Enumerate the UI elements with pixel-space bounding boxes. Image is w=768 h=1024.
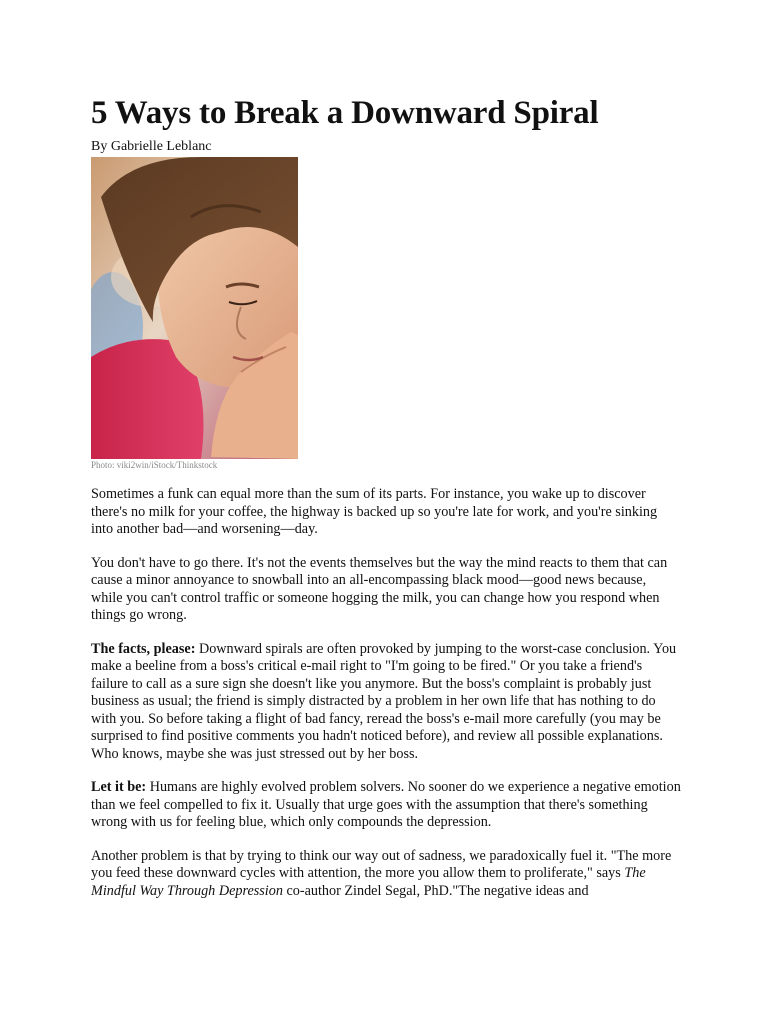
paragraph-4 [91, 779, 681, 832]
paragraph-3 [91, 641, 681, 764]
paragraph-lead: Let it be: [91, 779, 147, 795]
photo-credit: Photo: viki2win/iStock/Thinkstock [91, 460, 218, 470]
paragraph-2 [91, 555, 681, 625]
book-title: The Mindful Way Through Depression [91, 865, 646, 899]
paragraph-text: Sometimes a funk can equal more than the sum of its parts. For instance, you wake up to discover there's no milk for your coffee, the highway is backed up so you're late for work, and you're sinking into another bad—and worsening—day. [91, 486, 658, 537]
paragraph-1 [91, 486, 681, 539]
paragraph-text: Another problem is that by trying to think our way out of sadness, we paradoxically fuel it. "The more you feed these downward cycles with attention, the more you allow them to proliferate," says [91, 847, 672, 881]
paragraph-lead: The facts, please: [91, 640, 196, 657]
paragraph-5 [91, 848, 681, 901]
paragraph-text: You don't have to go there. It's not the events themselves but the way the mind reacts to them that can cause a minor annoyance to snowball into an all-encompassing black mood—good news because, while you can't control traffic or someone hogging the milk, you can change how you respond when things go wrong. [91, 554, 668, 623]
paragraph-text: co-author Zindel Segal, PhD."The negative ideas and [282, 882, 589, 899]
paragraph-text: Downward spirals are often provoked by jumping to the worst-case conclusion. You make a beeline from a boss's critical e-mail right to "I'm going to be fired." Or you take a friend's failure to call as a sure sign she doesn't like you anymore. But the boss's complaint is probably just business as usual; the friend is simply distracted by a problem in her own life that has nothing to do with you. So before taking a flight of bad fancy, reread the boss's e-mail more carefully (you may be surprised to find positive comments you hadn't noticed before), and review all possible explanations. Who knows, maybe she was just stressed out by her boss. [91, 640, 677, 762]
paragraph-text: Humans are highly evolved problem solvers. No sooner do we experience a negative emotion than we feel compelled to fix it. Usually that urge goes with the assumption that there's something wrong with us for feeling blue, which only compounds the depression. [91, 779, 681, 830]
byline: By Gabrielle Leblanc [91, 139, 212, 154]
article-photo [91, 157, 298, 459]
article [91, 94, 691, 900]
article-title: 5 Ways to Break a Downward Spiral [91, 95, 599, 131]
